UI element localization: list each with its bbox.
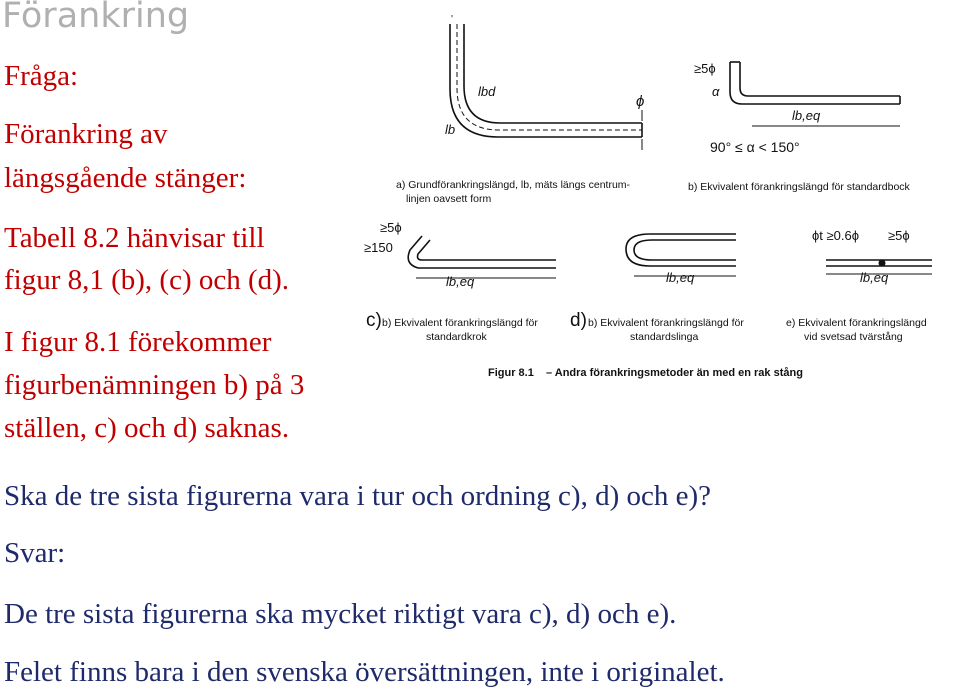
bar-top-mark: ' [451,14,453,25]
figure-caption-text: – Andra förankringsmetoder än med en rak stång [546,367,803,379]
symbol-lbeq-c: lb,eq [446,274,475,289]
symbol-ge5phi-e: ≥5ϕ [888,228,910,243]
symbol-alpha: α [712,84,720,99]
symbol-lbeq-e: lb,eq [860,270,889,285]
note-line-2: figurbenämningen b) på 3 [4,369,305,401]
panel-e-line-2: vid svetsad tvärstång [804,331,903,343]
overlay-label-c: c) [366,310,382,331]
note-line-1: I figur 8.1 förekommer [4,326,272,358]
symbol-lbeq-d: lb,eq [666,270,695,285]
panel-d-bar [626,234,736,266]
answer-label: Svar: [4,537,66,569]
figure-caption-prefix: Figur 8.1 [488,367,534,379]
overlay-label-d: d) [570,310,587,331]
transverse-bar-dot [879,260,886,267]
conclusion-text: Felet finns bara i den svenska översättningen, inte i originalet. [4,656,725,688]
symbol-alpha-range: 90° ≤ α < 150° [710,139,800,155]
symbol-lb: lb [445,122,456,137]
slide-title: Förankring [2,0,190,36]
question-label: Fråga: [4,60,79,92]
panel-b-caption: b) Ekvivalent förankringslängd för standardbock [688,181,910,193]
panel-d-line-2: standardslinga [630,331,699,343]
answer-text: De tre sista figurerna ska mycket riktigt vara c), d) och e). [4,598,677,630]
anchorage-figure [360,14,960,389]
symbol-lbeq-b: lb,eq [792,108,821,123]
panel-e-line-1: e) Ekvivalent förankringslängd [786,317,927,329]
table-line-2: figur 8,1 (b), (c) och (d). [4,264,290,296]
panel-a-line-2: linjen oavsett form [406,193,492,205]
symbol-phi-a: ϕ [636,93,645,110]
symbol-ge5phi-b: ≥5ϕ [694,61,716,76]
table-line-1: Tabell 8.2 hänvisar till [4,222,265,254]
panel-a-line-1: a) Grundförankringslängd, lb, mäts längs centrum- [396,179,631,191]
question-text: Ska de tre sista figurerna vara i tur och ordning c), d) och e)? [4,480,712,512]
note-line-3: ställen, c) och d) saknas. [4,412,290,444]
symbol-ge150: ≥150 [364,240,393,255]
panel-c-bar [408,236,556,268]
symbol-ge5phi-c: ≥5ϕ [380,220,402,235]
panel-d-line-1: b) Ekvivalent förankringslängd för [588,317,744,329]
panel-c-line-2: standardkrok [426,331,487,343]
panel-a-bar [450,24,645,137]
topic-line-1: Förankring av [4,118,168,150]
symbol-lbd: lbd [478,84,496,99]
topic-line-2: längsgående stänger: [4,162,247,194]
panel-b-bar [730,62,900,104]
symbol-phit: ϕt ≥0.6ϕ [812,228,859,243]
panel-c-line-1: b) Ekvivalent förankringslängd för [382,317,538,329]
